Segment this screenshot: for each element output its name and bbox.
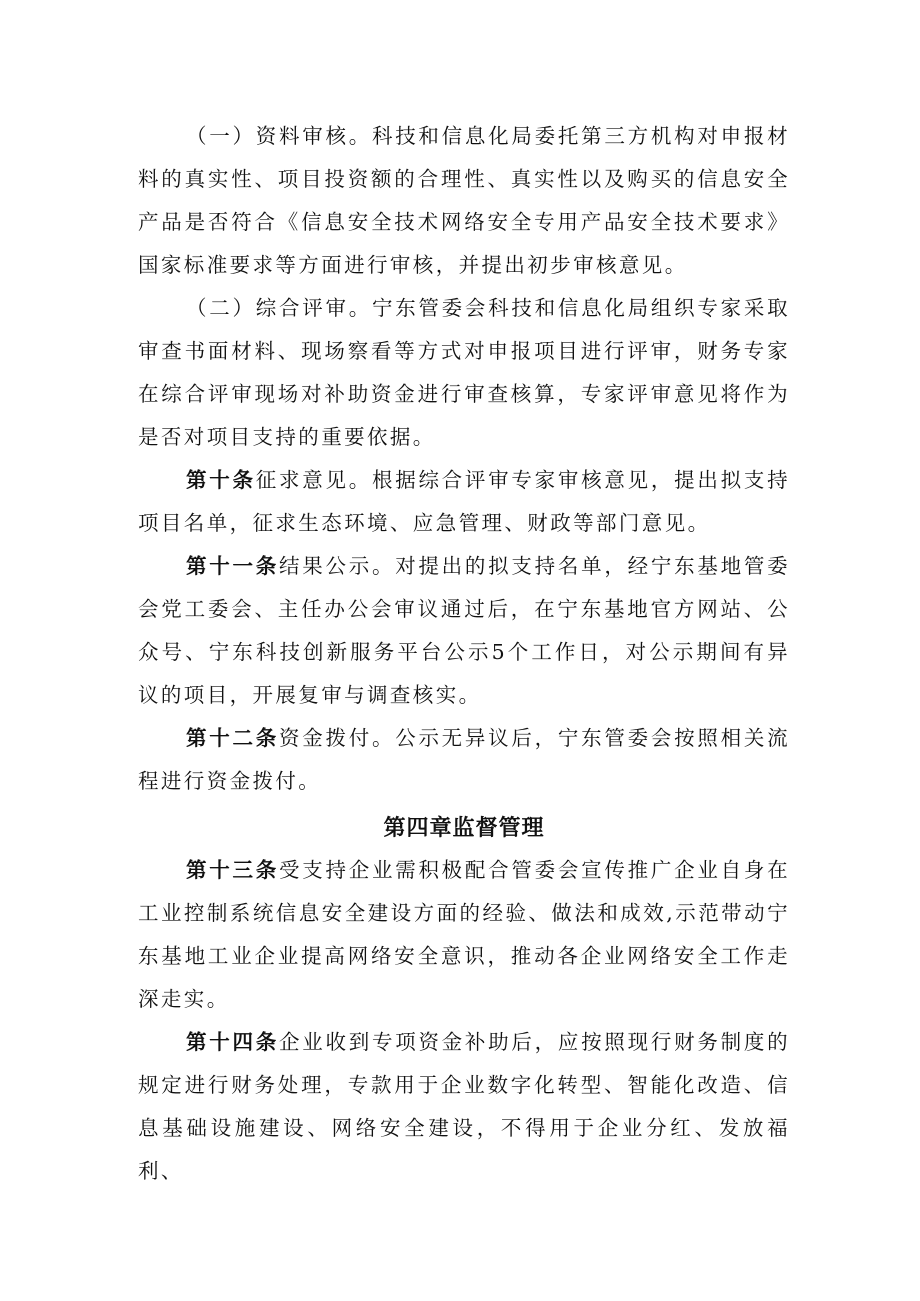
article-number: 第十一条 [186,554,279,578]
paragraph-comprehensive-review [138,287,790,459]
paragraph-text: 资金拨付。公示无异议后，宁东管委会按照相关流程进行资金拨付。 [138,726,790,793]
paragraph-review-materials [138,115,790,287]
chapter-heading: 第四章监督管理 [383,816,545,841]
article-number: 第十三条 [186,858,279,882]
paragraph-article-10 [138,459,790,545]
paragraph-article-14 [138,1021,790,1193]
paragraph-text: 受支持企业需积极配合管委会宣传推广企业自身在工业控制系统信息安全建设方面的经验、做法和成效,示范带动宁东基地工业企业提高网络安全意识，推动各企业网络安全工作走深走实。 [138,858,790,1011]
paragraph-text: 企业收到专项资金补助后，应按照现行财务制度的规定进行财务处理，专款用于企业数字化转型、智能化改造、信息基础设施建设、网络安全建设，不得用于企业分红、发放福利、 [138,1030,790,1183]
paragraph-text: 结果公示。对提出的拟支持名单，经宁东基地管委会党工委会、主任办公会审议通过后，在宁东基地官方网站、公众号、宁东科技创新服务平台公示5个工作日，对公示期间有异议的项目，开展复审与调查核实。 [138,554,790,707]
paragraph-article-12 [138,717,790,803]
article-number: 第十二条 [186,726,279,750]
paragraph-article-11 [138,545,790,717]
article-number: 第十四条 [186,1030,279,1054]
paragraph-text: （一）资料审核。科技和信息化局委托第三方机构对申报材料的真实性、项目投资额的合理性、真实性以及购买的信息安全产品是否符合《信息安全技术网络安全专用产品安全技术要求》国家标准要求等方面进行审核，并提出初步审核意见。 [138,124,790,277]
paragraph-text: 征求意见。根据综合评审专家审核意见，提出拟支持项目名单，征求生态环境、应急管理、财政等部门意见。 [138,468,790,535]
article-number: 第十条 [186,468,256,492]
paragraph-text: （二）综合评审。宁东管委会科技和信息化局组织专家采取审查书面材料、现场察看等方式对申报项目进行评审，财务专家在综合评审现场对补助资金进行审查核算，专家评审意见将作为是否对项目支持的重要依据。 [138,296,790,449]
paragraph-article-13 [138,849,790,1021]
